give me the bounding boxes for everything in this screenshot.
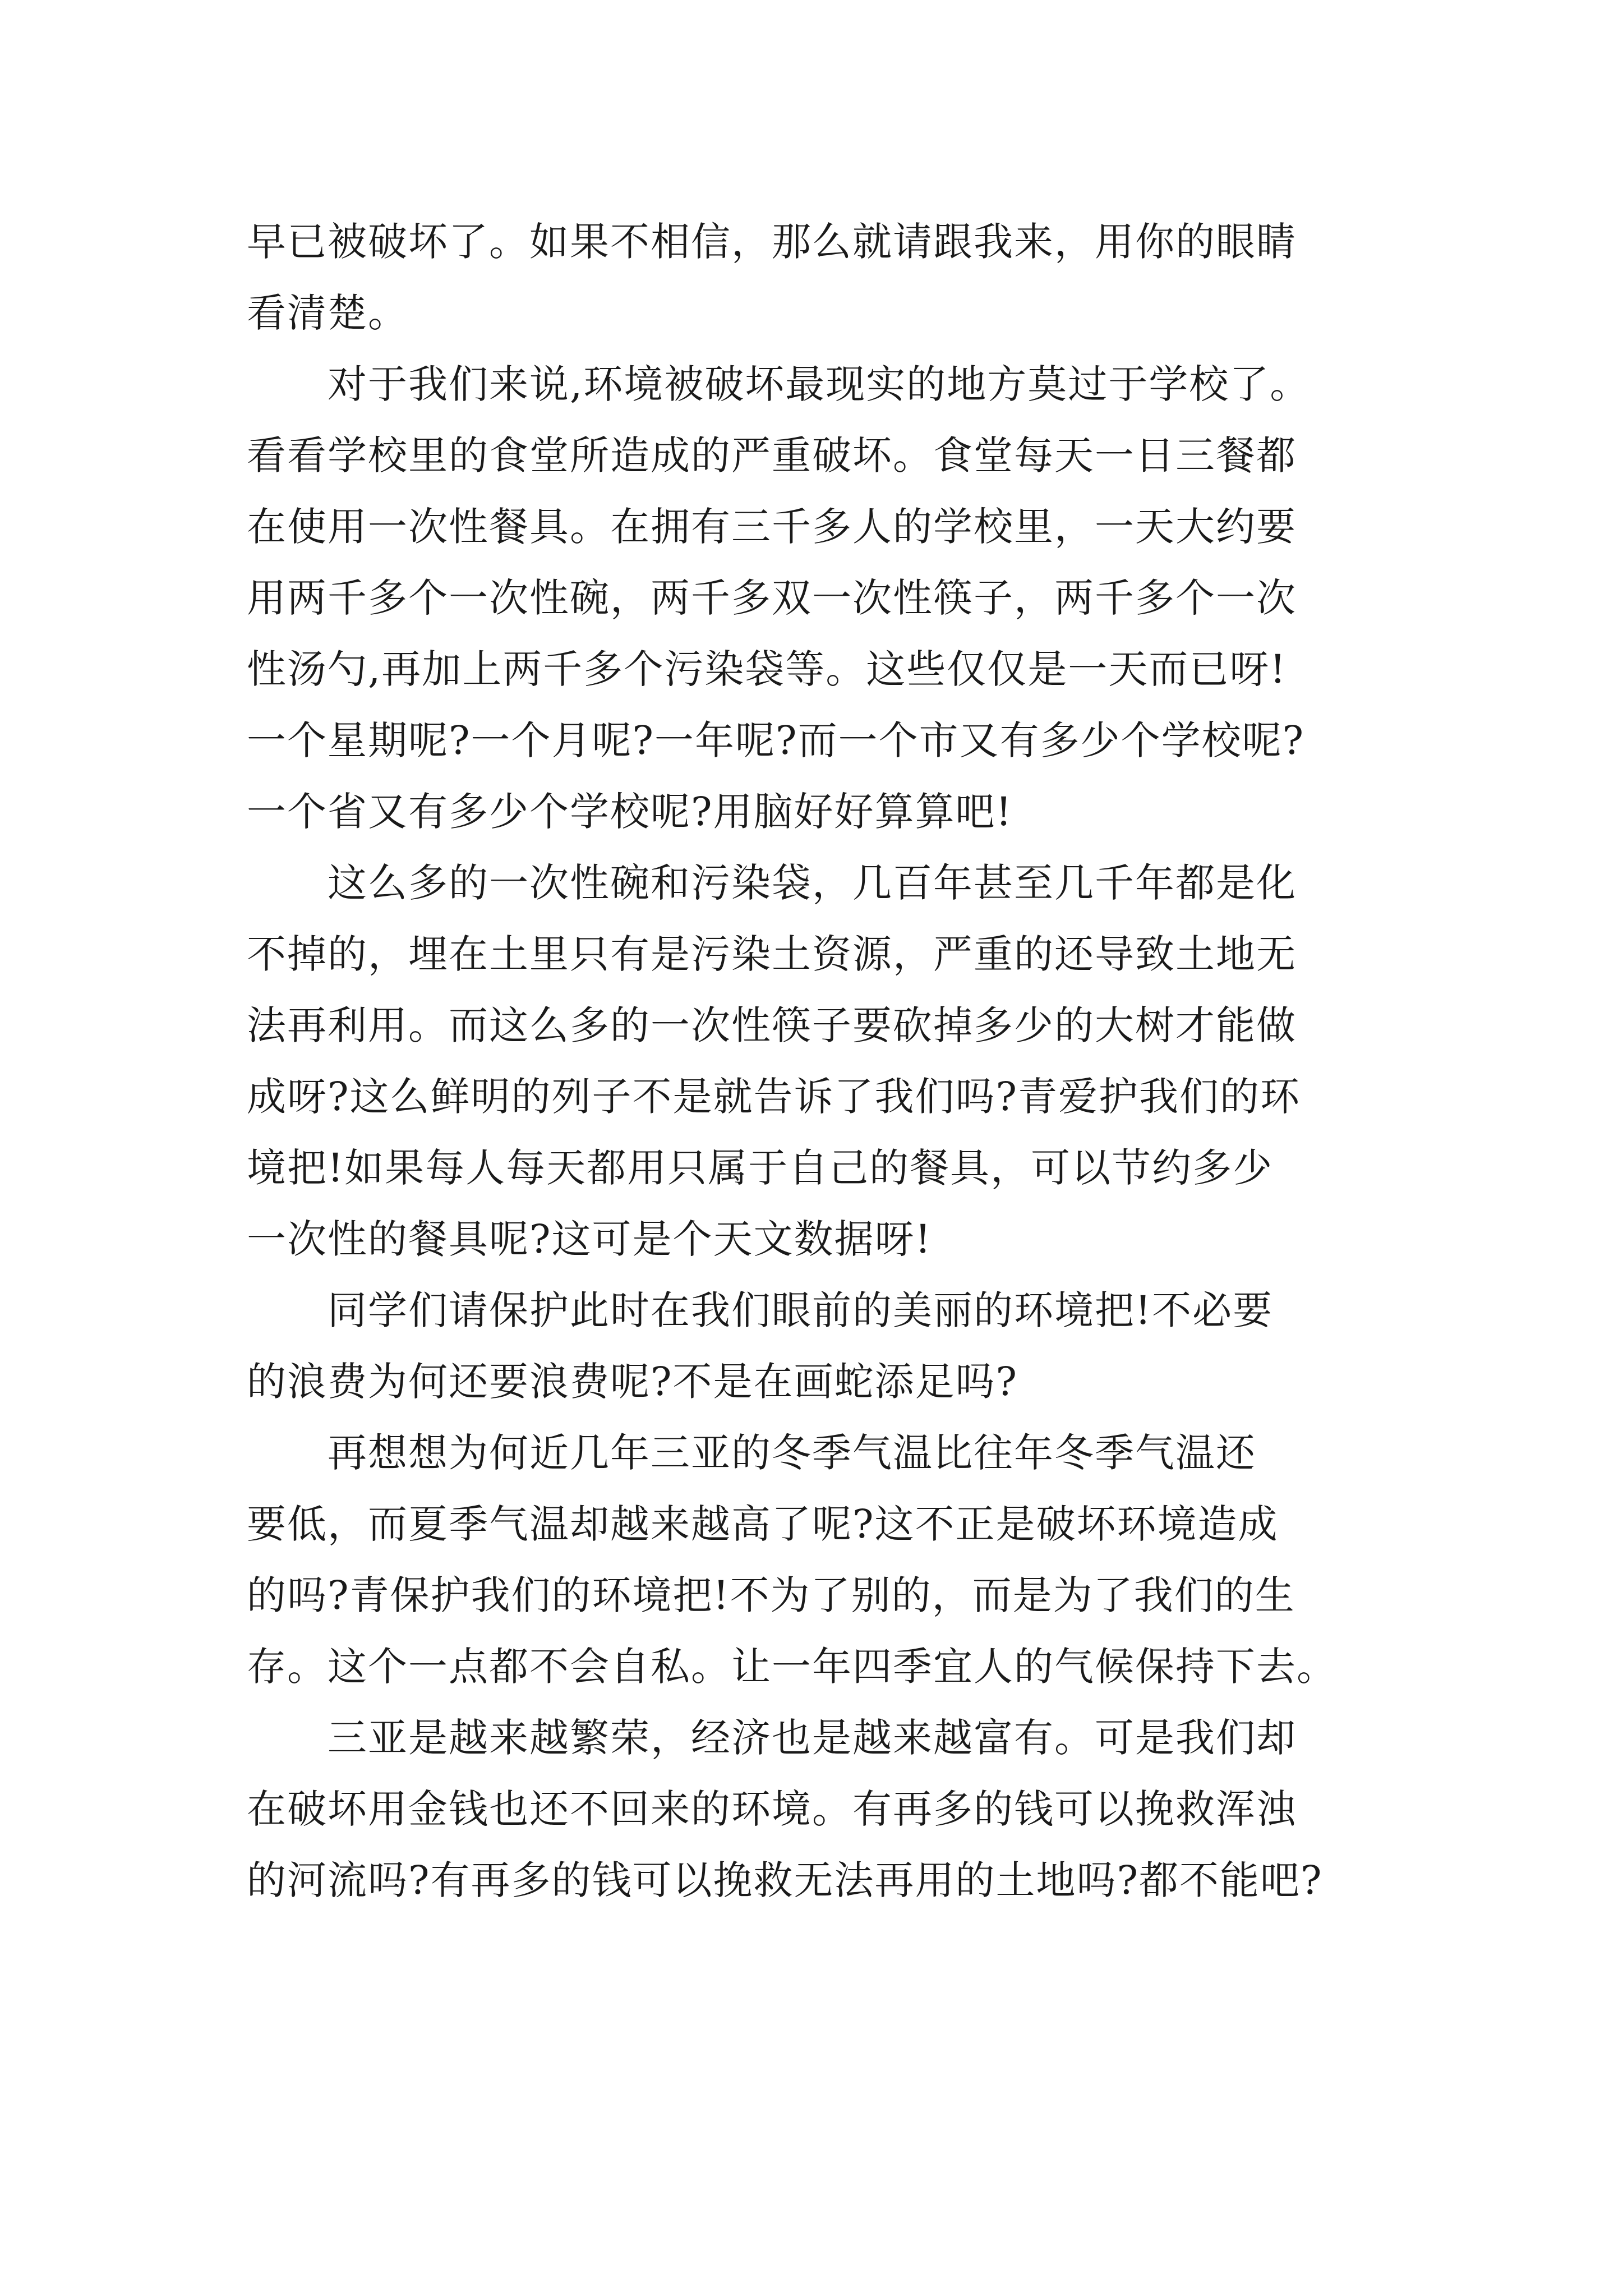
text-line: 的吗?青保护我们的环境把!不为了别的，而是为了我们的生 <box>247 1572 1295 1618</box>
text-line: 看看学校里的食堂所造成的严重破坏。食堂每天一日三餐都 <box>247 432 1297 478</box>
text-line: 在破坏用金钱也还不回来的环境。有再多的钱可以挽救浑浊 <box>247 1786 1297 1832</box>
text-line: 一次性的餐具呢?这可是个天文数据呀! <box>247 1216 932 1262</box>
text-line: 早已被破坏了。如果不相信，那么就请跟我来，用你的眼睛 <box>247 219 1297 265</box>
text-line: 要低，而夏季气温却越来越高了呢?这不正是破坏环境造成 <box>247 1501 1279 1547</box>
text-line: 境把!如果每人每天都用只属于自己的餐具，可以节约多少 <box>247 1145 1274 1191</box>
text-line: 法再利用。而这么多的一次性筷子要砍掉多少的大树才能做 <box>247 1002 1297 1048</box>
text-line: 用两千多个一次性碗，两千多双一次性筷子，两千多个一次 <box>247 575 1297 621</box>
text-line: 的河流吗?有再多的钱可以挽救无法再用的土地吗?都不能吧? <box>247 1857 1323 1903</box>
text-line: 看清楚。 <box>247 290 408 336</box>
paragraph-first-line: 三亚是越来越繁荣，经济也是越来越富有。可是我们却 <box>247 1715 1297 1761</box>
paragraph-first-line: 对于我们来说,环境被破坏最现实的地方莫过于学校了。 <box>247 361 1311 407</box>
text-line: 性汤勺,再加上两千多个污染袋等。这些仅仅是一天而已呀! <box>247 646 1287 692</box>
text-line: 成呀?这么鲜明的列子不是就告诉了我们吗?青爱护我们的环 <box>247 1074 1301 1120</box>
paragraph-first-line: 这么多的一次性碗和污染袋，几百年甚至几千年都是化 <box>247 860 1297 906</box>
text-line: 存。这个一点都不会自私。让一年四季宜人的气候保持下去。 <box>247 1644 1337 1690</box>
text-line: 一个省又有多少个学校呢?用脑好好算算吧! <box>247 789 1013 835</box>
text-line: 在使用一次性餐具。在拥有三千多人的学校里，一天大约要 <box>247 504 1297 550</box>
document-body <box>247 206 1419 1916</box>
text-line: 的浪费为何还要浪费呢?不是在画蛇添足吗? <box>247 1359 1018 1405</box>
paragraph-first-line: 再想想为何近几年三亚的冬季气温比往年冬季气温还 <box>247 1430 1256 1476</box>
text-line: 一个星期呢?一个月呢?一年呢?而一个市又有多少个学校呢? <box>247 717 1305 763</box>
paragraph-first-line: 同学们请保护此时在我们眼前的美丽的环境把!不必要 <box>247 1287 1274 1333</box>
text-line: 不掉的，埋在土里只有是污染土资源，严重的还导致土地无 <box>247 931 1297 977</box>
